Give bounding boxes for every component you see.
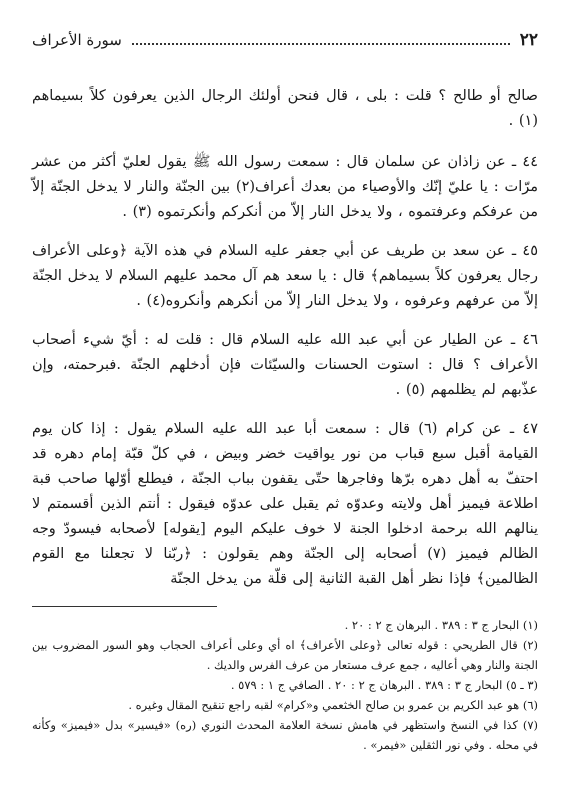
hadith-45: ٤٥ ـ عن سعد بن طريف عن أبي جعفر عليه السلام في هذه الآية ﴿وعلى الأعراف رجال يعرفون كلاً بسيماهم﴾ قال : يا سعد هم آل محمد عليهم السلام لا يدخل الجنّة إلاّ من عرفهم وعرفوه ، ولا يدخل النار إلاّ من أنكرهم وأنكروه(٤) . [32,243,538,309]
hadith-47: ٤٧ ـ عن كرام (٦) قال : سمعت أبا عبد الله عليه السلام يقول : إذا كان يوم القيامة أقبل سبع قباب من نور يواقيت خضر وبيض ، في كلّ قبّة إمام دهره قد احتفّ به أهل دهره برّها وفاجرها حتّى يقفون بباب الجنّة ، فيطلع أوّلها صاحب قبة اطلاعة فيميز أهل ولايته وعدوّه ثم يقبل على عدوّه فيقول : أنتم الذين أقسمتم لا ينالهم الله برحمة ادخلوا الجنة لا خوف عليكم اليوم [يقوله] لأصحابه فيسودّ وجه الظالم فيميز (٧) أصحابه إلى الجنّة وهم يقولون : ﴿ربّنا لا تجعلنا مع القوم الظالمين﴾ فإذا نظر أهل القبة الثانية إلى قلّة من يدخل الجنّة [32,421,538,587]
footnote-6: (٦) هو عبد الكريم بن عمرو بن صالح الخثعمي و«كرام» لقبه راجع تنقيح المقال وغيره . [128,698,538,712]
main-text [32,84,538,592]
page-number: ٢٢ [519,30,538,50]
footnote-3-5: (٣ ـ ٥) البحار ج ٣ : ٣٨٩ . البرهان ج ٢ : ٢٠ . الصافي ج ١ : ٥٧٩ . [230,678,538,692]
footnote-separator [32,606,217,607]
footnote-1: (١) البحار ج ٣ : ٣٨٩ . البرهان ج ٢ : ٢٠ . [344,618,538,632]
paragraph-continuation: صالح أو طالح ؟ قلت : بلى ، قال فنحن أولئك الرجال الذين يعرفون كلاً بسيماهم (١) . [32,88,538,129]
footnote-2: (٢) قال الطريحي : قوله تعالى ﴿وعلى الأعراف﴾ اه أي وعلى أعراف الحجاب وهو السور المضروب بين الجنة والنار وهي أعاليه ، جمع عرف مستعار من عرف الفرس والديك . [32,638,538,672]
surah-title: سورة الأعراف [32,31,122,49]
footnote-7: (٧) كذا في النسخ واستظهر في هامش نسخة العلامة المحدث النوري (ره) «فيسير» بدل «فيميز» وكأنه في محله . وفي نور الثقلين «فيمر» . [32,718,538,752]
dotted-leader [132,43,510,45]
footnotes [32,615,538,755]
hadith-46: ٤٦ ـ عن الطيار عن أبي عبد الله عليه السلام قال : قلت له : أيّ شيء أصحاب الأعراف ؟ قال : استوت الحسنات والسيّئات فإن أدخلهم الجنّة .فبرحمته، وإن عذّبهم لم يظلمهم (٥) . [32,332,538,398]
hadith-44: ٤٤ ـ عن زاذان عن سلمان قال : سمعت رسول الله ﷺ يقول لعليّ أكثر من عشر مرّات : يا عليّ إنّك والأوصياء من بعدك أعراف(٢) بين الجنّة والنار لا يدخل الجنّة إلاّ من عرفكم وعرفتموه ، ولا يدخل النار إلاّ من أنكركم وأنكرتموه (٣) . [32,154,538,220]
page-header [32,30,538,56]
